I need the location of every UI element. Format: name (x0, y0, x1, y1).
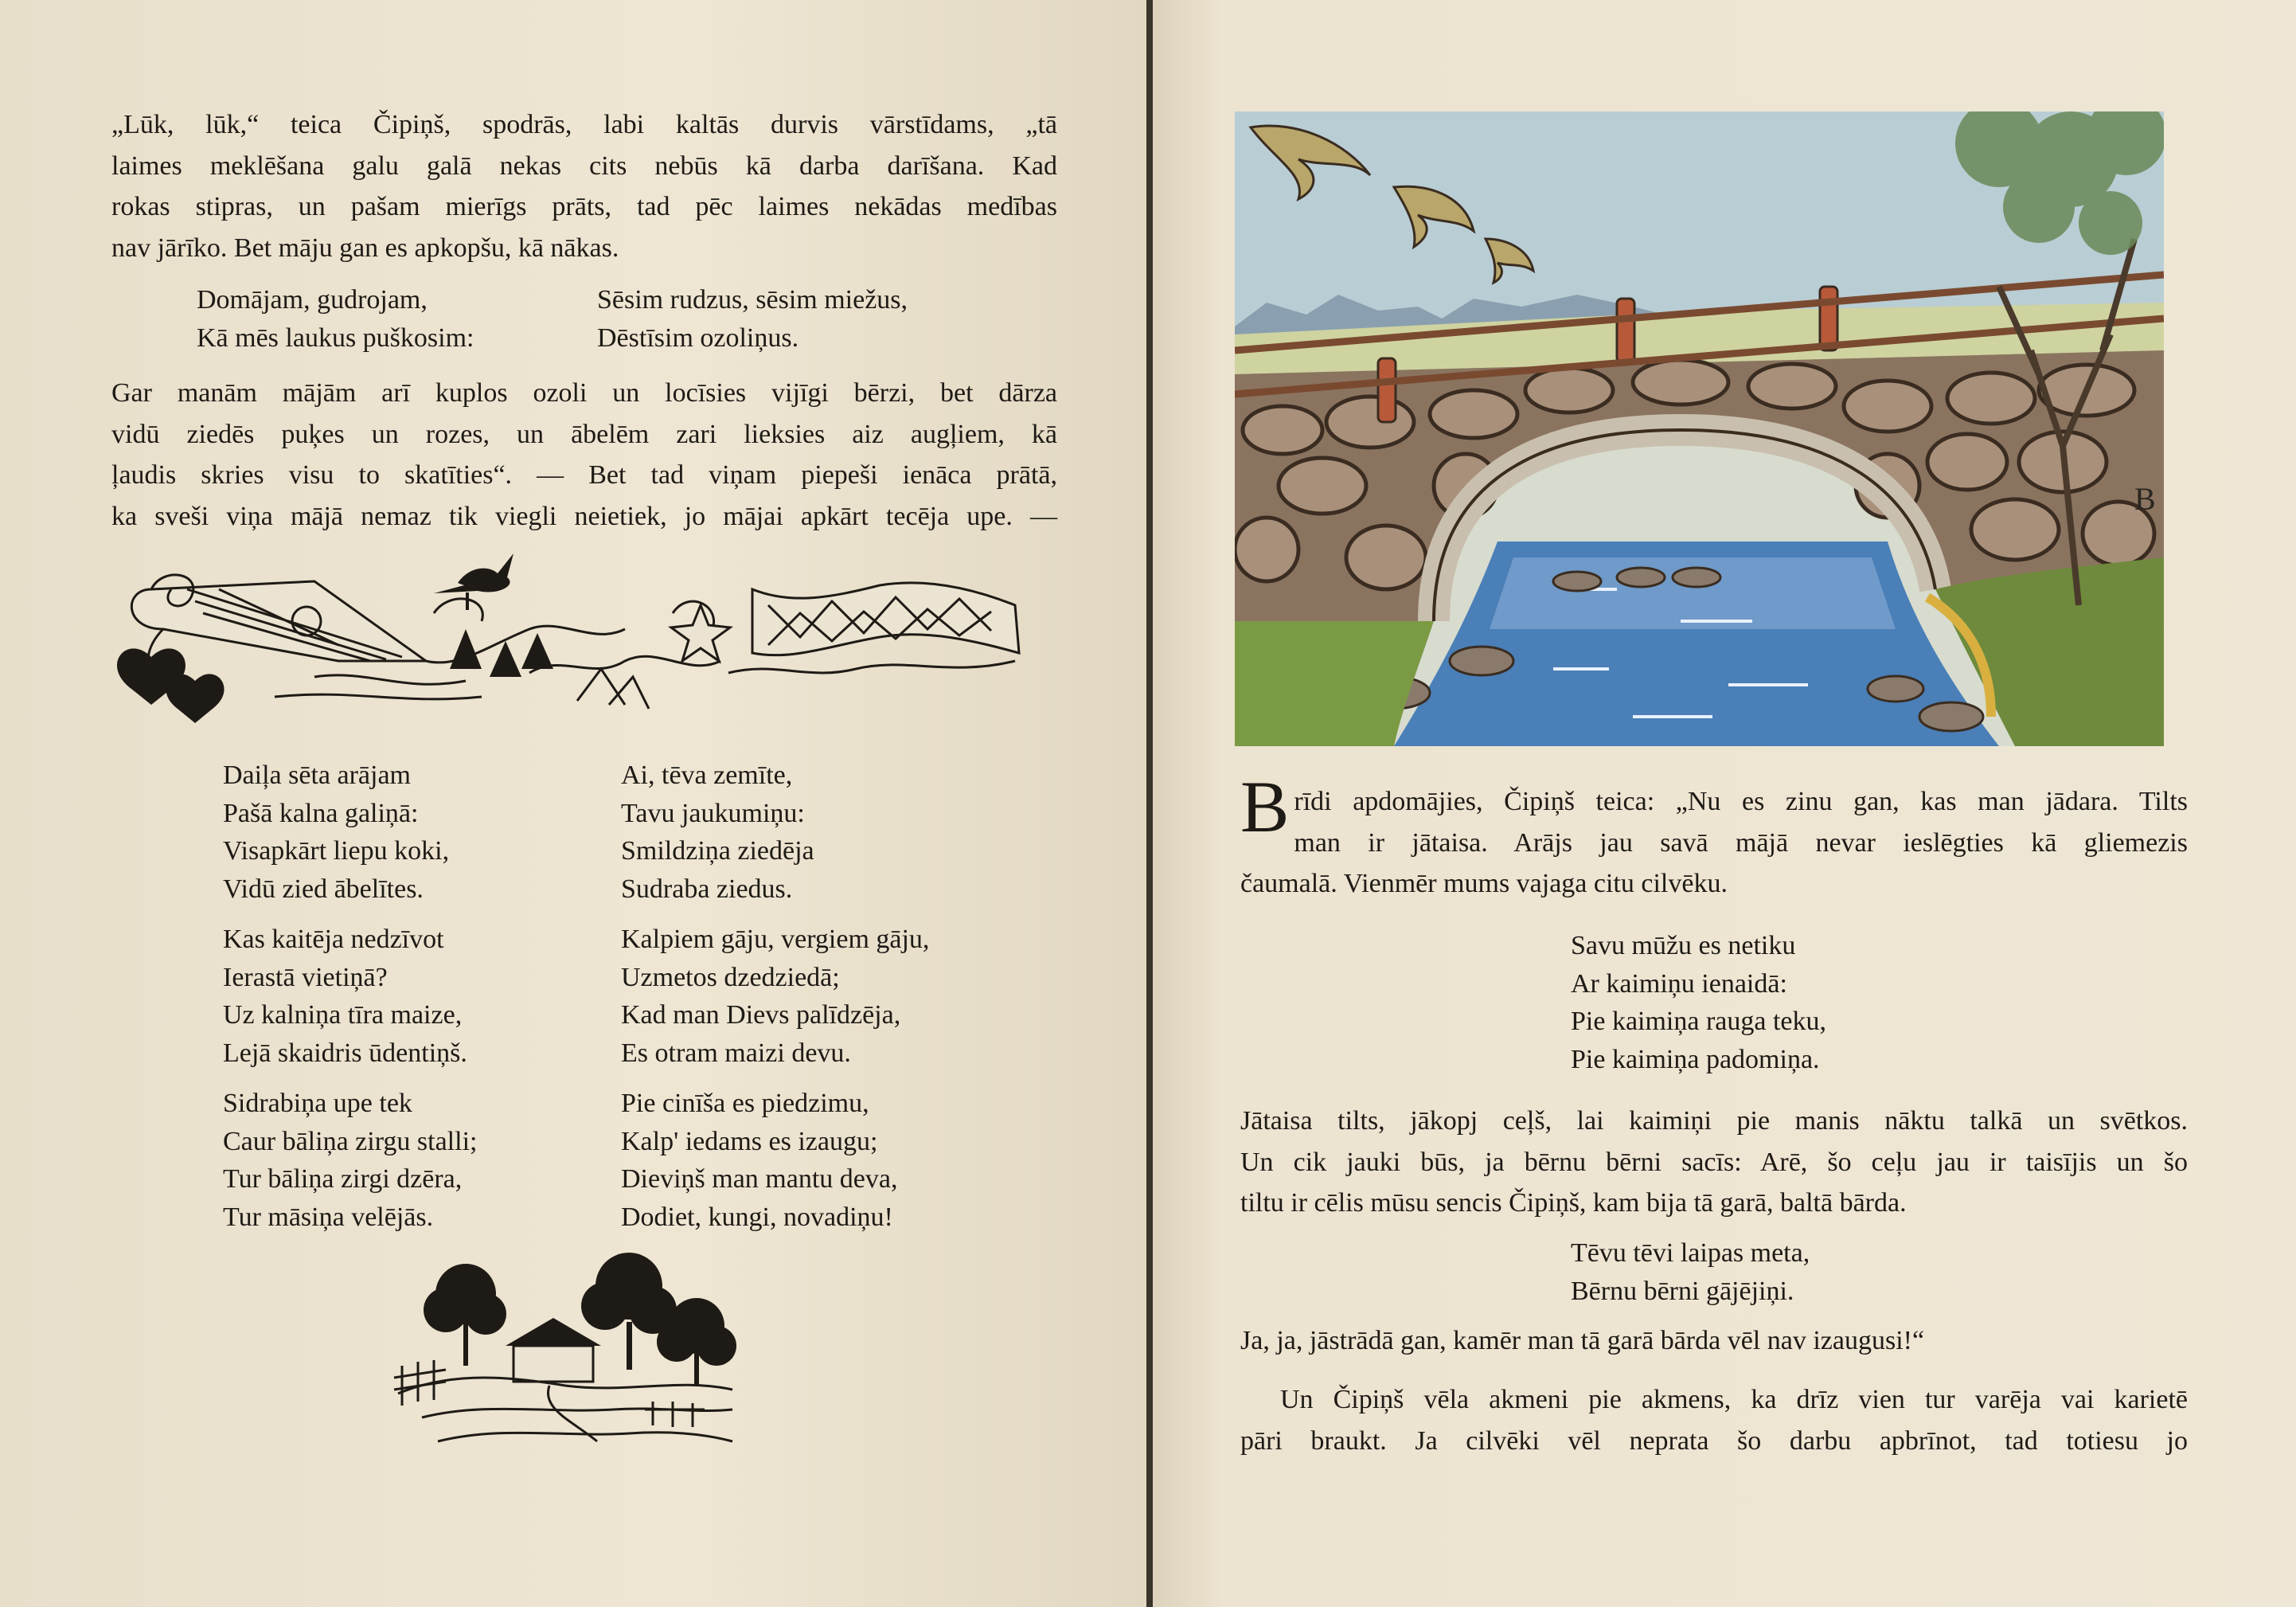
verse-line: Sudraba ziedus. (621, 874, 793, 904)
right-verse-1 (1571, 927, 1826, 1078)
poem-left-column (223, 757, 477, 1236)
verse-line: Dodiet, kungi, novadiņu! (621, 1202, 893, 1232)
verse-line: Uz kalniņa tīra maize, (223, 1000, 463, 1030)
verse-line: Kalpiem gāju, vergiem gāju, (621, 925, 930, 954)
verse-line: Bērnu bērni gājējiņi. (1571, 1276, 1794, 1306)
verse-line: Dēstīsim ozoliņus. (597, 323, 799, 353)
artist-signature: B (2134, 481, 2156, 517)
verse-line: Uzmetos dzedziedā; (621, 962, 840, 992)
verse-line: Daiļa sēta arājam (223, 760, 411, 790)
verse-line: Kad man Dievs palīdzēja, (621, 1000, 901, 1030)
poem-right-column (621, 757, 929, 1236)
verse-line: Kas kaitēja nedzīvot (223, 925, 444, 954)
left-page (0, 0, 1146, 1607)
text-line: Jātaisa tilts, jākopj ceļš, lai kaimiņi pie manis nāktu talkā un svētkos. (1240, 1106, 2188, 1136)
verse-line: Smildziņa ziedēja (621, 836, 814, 866)
right-verse-2 (1571, 1234, 1810, 1310)
right-paragraph-4 (1240, 1379, 2188, 1461)
verse-line: Pie kaimiņa padomiņa. (1571, 1044, 1820, 1074)
verse-line: Vidū zied ābelītes. (223, 874, 424, 904)
verse-line: Pie kaimiņa rauga teku, (1571, 1007, 1827, 1036)
left-paragraph-2 (111, 373, 1057, 537)
right-paragraph-2 (1240, 1101, 2188, 1224)
couplet-left (197, 281, 474, 357)
verse-line: Ar kaimiņu ienaidā: (1571, 968, 1787, 999)
text-line: Un cik jauki būs, ja bērnu bērni sacīs: Arē, šo ceļu jau ir taisījis un šo (1240, 1147, 2188, 1177)
right-paragraph-1 (1240, 766, 2188, 905)
text-line: pāri braukt. Ja cilvēki vēl neprata šo darbu apbrīnot, tad totiesu jo (1240, 1425, 2188, 1456)
book-gutter (1146, 0, 1153, 1607)
ornament-vignette (115, 542, 1051, 733)
text-line: Ja, ja, jāstrādā gan, kamēr man tā garā bārda vēl nav izaugusi!“ (1240, 1326, 1925, 1355)
bridge-illustration (1235, 111, 2164, 746)
verse-line: Visapkārt liepu koki, (223, 836, 450, 866)
verse-line: Ierastā vietiņā? (223, 962, 388, 992)
verse-line: Sēsim rudzus, sēsim miežus, (597, 285, 908, 315)
verse-line: Dieviņš man mantu deva, (621, 1164, 898, 1194)
text-line: čaumalā. Vienmēr mums vajaga citu cilvēku. (1240, 869, 1728, 898)
verse-line: Kalp' iedams es izaugu; (621, 1126, 878, 1156)
verse-line: Tur māsiņa velējās. (223, 1202, 434, 1232)
verse-line: Tavu jaukumiņu: (621, 798, 805, 828)
verse-line: Kā mēs laukus puškosim: (197, 323, 474, 353)
text-line: ka sveši viņa mājā nemaz tik viegli neietiek, jo mājai apkārt tecēja upe. — (111, 501, 1057, 531)
text-line: „Lūk, lūk,“ teica Čipiņš, spodrās, labi kaltās durvis vārstīdams, „tā (111, 110, 1057, 139)
verse-line: Es otram maizi devu. (621, 1038, 851, 1068)
verse-line: Ai, tēva zemīte, (621, 760, 793, 790)
text-line: laimes meklēšana galu galā nekas cits nebūs kā darba darīšana. Kad (111, 151, 1057, 181)
text-line: tiltu ir cēlis mūsu sencis Čipiņš, kam bija tā garā, baltā bārda. (1240, 1188, 1907, 1218)
couplet-right (597, 281, 908, 357)
farmstead-vignette (390, 1250, 740, 1449)
text-line: Gar manām mājām arī kuplos ozoli un locīsies vijīgi bērzi, bet dārza (111, 378, 1057, 408)
verse-line: Tur bāliņa zirgi dzēra, (223, 1164, 463, 1194)
text-line: rīdi apdomājies, Čipiņš teica: „Nu es zinu gan, kas man jādara. Tilts (1294, 787, 2188, 816)
left-paragraph-1 (111, 104, 1057, 268)
drop-cap: B (1240, 766, 1290, 847)
verse-line: Domājam, gudrojam, (197, 285, 428, 315)
text-line: ļaudis skries visu to skatīties“. — Bet tad viņam piepeši ienāca prātā, (111, 460, 1057, 490)
verse-line: Lejā skaidris ūdentiņš. (223, 1038, 467, 1068)
right-paragraph-3 (1240, 1320, 2188, 1362)
verse-line: Sidrabiņa upe tek (223, 1089, 412, 1118)
verse-line: Caur bāliņa zirgu stalli; (223, 1126, 478, 1156)
text-line: rokas stipras, un pašam mierīgs prāts, tad pēc laimes nekādas medības (111, 192, 1057, 221)
text-line: Un Čipiņš vēla akmeni pie akmens, ka drīz vien tur varēja vai karietē (1280, 1385, 2188, 1414)
right-page (1153, 0, 2296, 1607)
verse-line: Savu mūžu es netiku (1571, 931, 1796, 960)
text-line: vidū ziedēs puķes un rozes, un ābelēm zari lieksies aiz augļiem, kā (111, 419, 1057, 449)
text-line: man ir jātaisa. Arājs jau savā mājā nevar ieslēgties kā gliemezis (1294, 827, 2188, 858)
verse-line: Pašā kalna galiņā: (223, 798, 419, 828)
verse-line: Tēvu tēvi laipas meta, (1571, 1238, 1810, 1268)
text-line: nav jārīko. Bet māju gan es apkopšu, kā nākas. (111, 233, 619, 263)
verse-line: Pie cinīša es piedzimu, (621, 1089, 869, 1118)
